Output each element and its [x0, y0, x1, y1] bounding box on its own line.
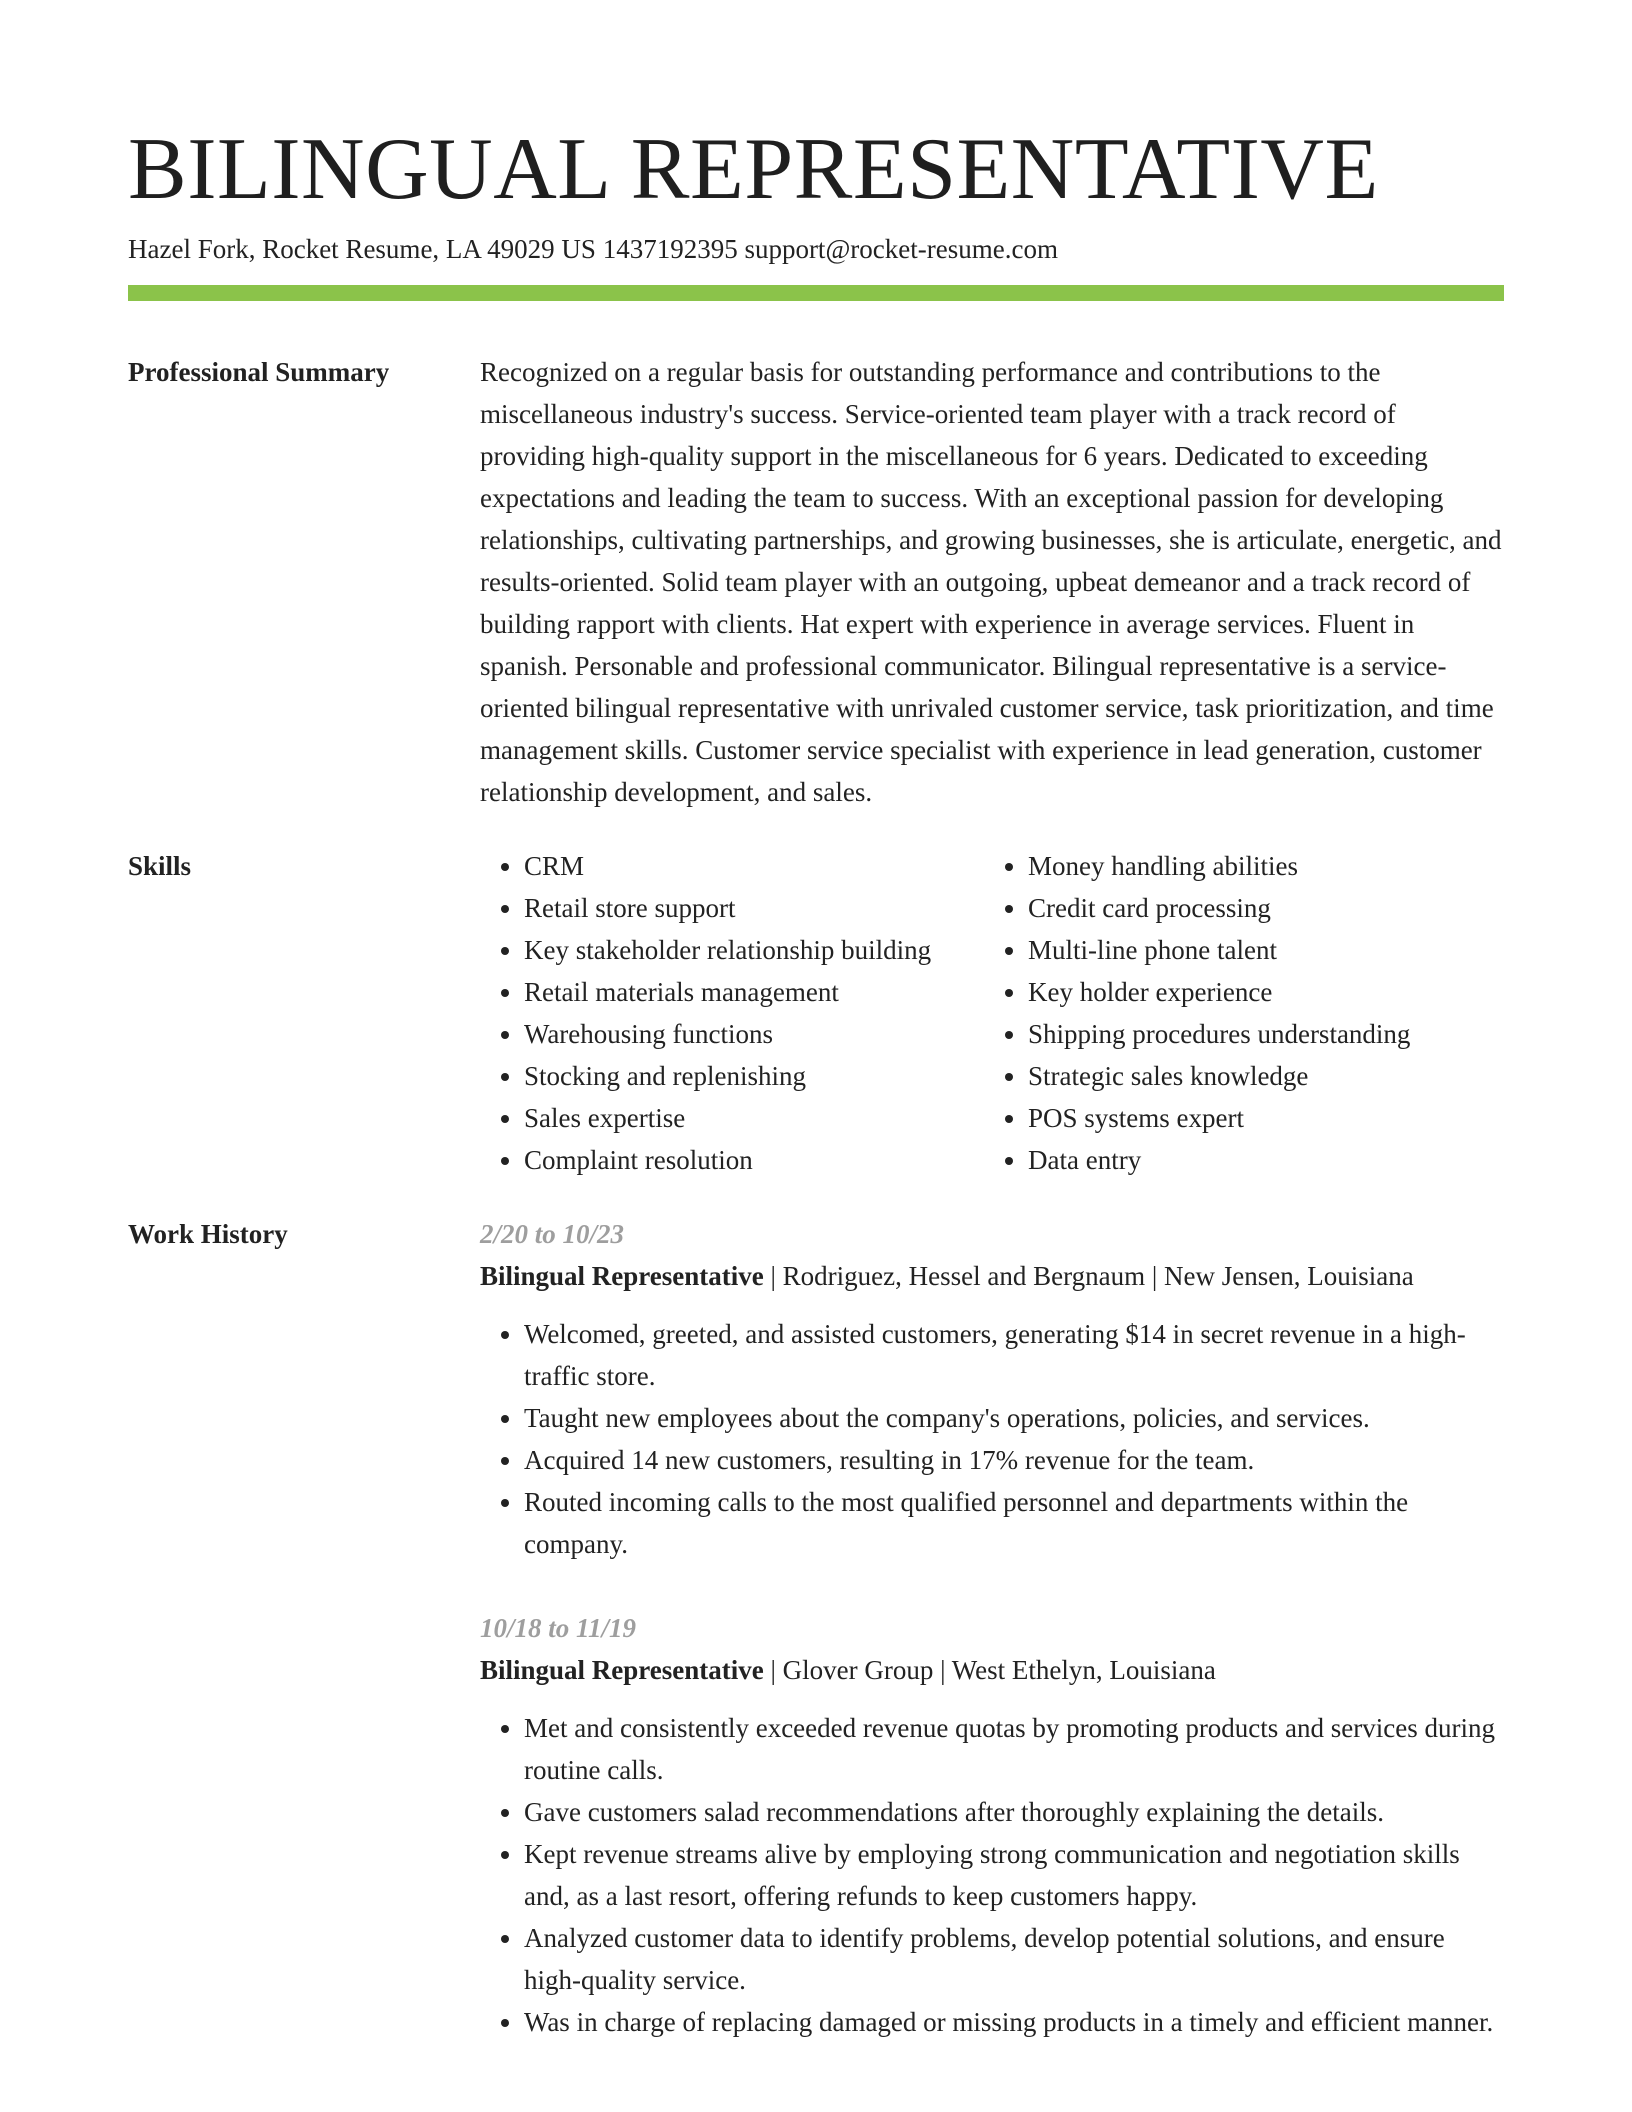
job-title: Bilingual Representative — [480, 1655, 764, 1685]
skill-item: • Shipping procedures understanding — [1028, 1013, 1528, 1055]
skills-list-right — [984, 845, 1528, 1181]
job-bullet: • Met and consistently exceeded revenue quotas by promoting products and services during routine calls. — [524, 1707, 1504, 1791]
resume-title: BILINGUAL REPRESENTATIVE — [128, 121, 1379, 218]
contact-line: Hazel Fork, Rocket Resume, LA 49029 US 1437192395 support@rocket-resume.com — [128, 234, 1058, 264]
skill-item: • Multi-line phone talent — [1028, 929, 1528, 971]
skills-heading: Skills — [128, 851, 192, 881]
job-bullet: • Kept revenue streams alive by employing strong communication and negotiation skills and, as a last resort, offering refunds to keep customers happy. — [524, 1833, 1504, 1917]
skill-item: • POS systems expert — [1028, 1097, 1528, 1139]
job-entry — [480, 1607, 1504, 2043]
job-bullet: • Welcomed, greeted, and assisted customers, generating $14 in secret revenue in a high-traffic store. — [524, 1313, 1504, 1397]
skill-item: • Retail materials management — [524, 971, 984, 1013]
skill-item: • Warehousing functions — [524, 1013, 984, 1055]
summary-heading: Professional Summary — [128, 357, 390, 387]
job-bullet: • Gave customers salad recommendations after thoroughly explaining the details. — [524, 1791, 1504, 1833]
resume-page — [128, 0, 1504, 2085]
accent-divider — [128, 285, 1504, 301]
skill-item: • Stocking and replenishing — [524, 1055, 984, 1097]
job-heading — [480, 1649, 1504, 1691]
job-bullet: • Analyzed customer data to identify problems, develop potential solutions, and ensure high-quality service. — [524, 1917, 1504, 2001]
job-bullets — [480, 1313, 1504, 1565]
job-bullet: • Was in charge of replacing damaged or missing products in a timely and efficient manner. — [524, 2001, 1504, 2043]
summary-text: Recognized on a regular basis for outstanding performance and contributions to the miscellaneous industry's success. Service-oriented team player with a track record of providing high-quality support in the miscellaneous for 6 years. Dedicated to exceeding expectations and leading the team to success. With an exceptional passion for developing relationships, cultivating partnerships, and growing businesses, she is articulate, energetic, and results-oriented. Solid team player with an outgoing, upbeat demeanor and a track record of building rapport with clients. Hat expert with experience in average services. Fluent in spanish. Personable and professional communicator. Bilingual representative is a service-oriented bilingual representative with unrivaled customer service, task prioritization, and time management skills. Customer service specialist with experience in lead generation, customer relationship development, and sales. — [480, 357, 1502, 807]
skill-item: • Sales expertise — [524, 1097, 984, 1139]
skill-item: • CRM — [524, 845, 984, 887]
job-bullet: • Routed incoming calls to the most qualified personnel and departments within the company. — [524, 1481, 1504, 1565]
skill-item: • Key stakeholder relationship building — [524, 929, 984, 971]
job-details: | Glover Group | West Ethelyn, Louisiana — [763, 1655, 1216, 1685]
work-history-section — [128, 1213, 1504, 2085]
skill-item: • Retail store support — [524, 887, 984, 929]
skill-item: • Strategic sales knowledge — [1028, 1055, 1528, 1097]
skills-list-left — [480, 845, 984, 1181]
job-heading — [480, 1255, 1504, 1297]
skill-item: • Money handling abilities — [1028, 845, 1528, 887]
skill-item: • Credit card processing — [1028, 887, 1528, 929]
job-dates: 10/18 to 11/19 — [480, 1613, 637, 1643]
job-bullets — [480, 1707, 1504, 2043]
summary-section — [128, 351, 1504, 813]
job-bullet: • Acquired 14 new customers, resulting in 17% revenue for the team. — [524, 1439, 1504, 1481]
job-bullet: • Taught new employees about the company's operations, policies, and services. — [524, 1397, 1504, 1439]
skill-item: • Key holder experience — [1028, 971, 1528, 1013]
skill-item: • Data entry — [1028, 1139, 1528, 1181]
work-history-heading: Work History — [128, 1219, 288, 1249]
job-details: | Rodriguez, Hessel and Bergnaum | New Jensen, Louisiana — [763, 1261, 1414, 1291]
skills-section — [128, 845, 1504, 1181]
job-entry — [480, 1213, 1504, 1565]
job-title: Bilingual Representative — [480, 1261, 764, 1291]
job-dates: 2/20 to 10/23 — [480, 1219, 625, 1249]
skill-item: • Complaint resolution — [524, 1139, 984, 1181]
